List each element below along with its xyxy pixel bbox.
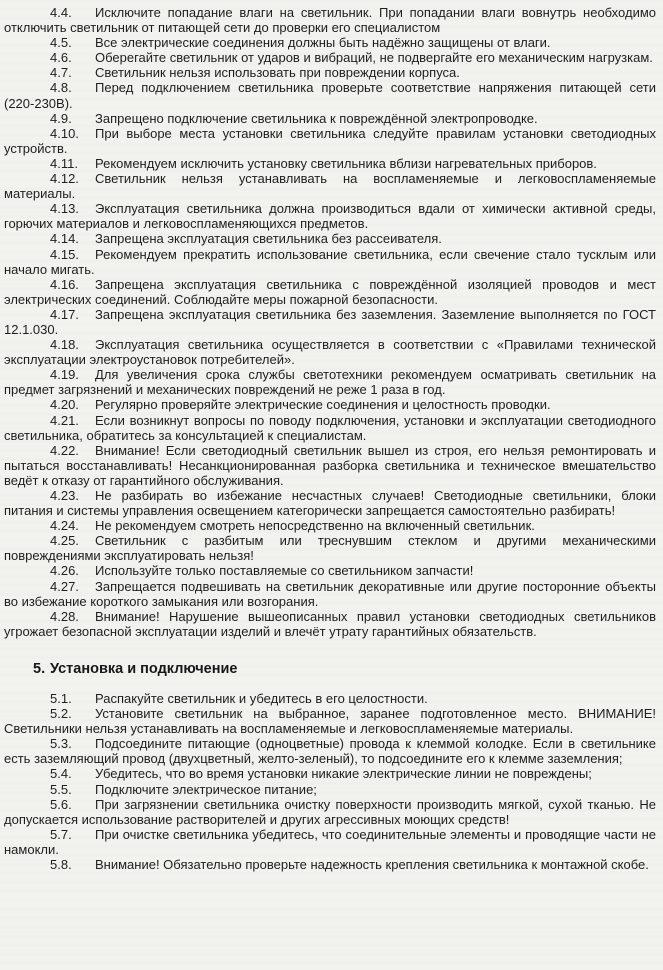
- paragraph-text: Светильник нельзя устанавливать на воспламеняемые и легковоспламеняемые материалы.: [4, 171, 656, 202]
- paragraph-number: 4.16.: [50, 276, 79, 292]
- paragraph-text: Подключите электрическое питание;: [95, 781, 317, 797]
- paragraph-text: Распакуйте светильник и убедитесь в его целостности.: [95, 690, 428, 706]
- paragraph-text: Не рекомендуем смотреть непосредственно на включенный светильник.: [95, 518, 535, 534]
- paragraph-number: 5.6.: [50, 796, 72, 812]
- paragraph-number: 4.11.: [50, 155, 78, 171]
- paragraph-number: 4.14.: [50, 231, 79, 247]
- paragraph: [4, 518, 656, 533]
- paragraph-number: 5.2.: [50, 706, 72, 722]
- paragraph-number: 4.9.: [50, 110, 72, 126]
- paragraph: [4, 50, 656, 65]
- paragraph-text: Используйте только поставляемые со светильником запчасти!: [95, 563, 474, 579]
- paragraph-number: 4.20.: [50, 397, 79, 413]
- paragraph: [4, 156, 656, 171]
- paragraph-number: 5.3.: [50, 736, 72, 752]
- paragraph-number: 4.15.: [50, 246, 79, 262]
- paragraph-text: Эксплуатация светильника должна производиться вдали от химически активной среды, горючих материалов и легковоспламеняющихся предметов.: [4, 201, 656, 232]
- paragraph-text: Рекомендуем исключить установку светильника вблизи нагревательных приборов.: [95, 155, 597, 171]
- paragraph-number: 4.28.: [50, 608, 79, 624]
- paragraph-text: Внимание! Если светодиодный светильник вышел из строя, его нельзя ремонтировать и пытаться восстанавливать! Несанкционированная разборка светильника и техническое вмешательство ведёт к отказу от гарантийного обслуживания.: [4, 442, 656, 488]
- paragraph-text: Светильник нельзя использовать при повреждении корпуса.: [95, 65, 460, 81]
- section-5-paragraphs: [4, 691, 656, 872]
- paragraph: [4, 533, 656, 563]
- paragraph: [4, 736, 656, 766]
- paragraph-text: Запрещено подключение светильника к повреждённой электропроводке.: [95, 110, 538, 126]
- paragraph: [4, 231, 656, 246]
- paragraph-number: 4.10.: [50, 125, 79, 141]
- paragraph-number: 4.19.: [50, 367, 79, 383]
- paragraph-text: Подсоедините питающие (одноцветные) провода к клеммой колодке. Если в светильнике есть заземляющий провод (двухцветный, желто-зеленый), то подсоедините его к клемме заземления;: [4, 736, 656, 767]
- paragraph: [4, 706, 656, 736]
- paragraph-text: Запрещена эксплуатация светильника без заземления. Заземление выполняется по ГОСТ 12.1.030.: [4, 306, 656, 337]
- paragraph: [4, 579, 656, 609]
- paragraph: [4, 488, 656, 518]
- paragraph-number: 4.26.: [50, 563, 79, 579]
- paragraph-number: 4.7.: [50, 65, 72, 81]
- paragraph-number: 4.27.: [50, 578, 79, 594]
- paragraph: [4, 247, 656, 277]
- paragraph: [4, 413, 656, 443]
- paragraph-number: 4.6.: [50, 50, 72, 66]
- paragraph-number: 4.8.: [50, 80, 72, 96]
- paragraph: [4, 337, 656, 367]
- paragraph-number: 4.24.: [50, 518, 79, 534]
- paragraph: [4, 766, 656, 781]
- section-5-heading: [4, 660, 656, 678]
- paragraph-number: 4.22.: [50, 442, 79, 458]
- paragraph: [4, 827, 656, 857]
- paragraph-number: 4.17.: [50, 306, 79, 322]
- paragraph-number: 4.12.: [50, 171, 79, 187]
- paragraph-number: 5.8.: [50, 856, 72, 872]
- paragraph: [4, 563, 656, 578]
- paragraph: [4, 171, 656, 201]
- paragraph-text: При выборе места установки светильника следуйте правилам установки светодиодных устройств.: [4, 125, 656, 156]
- paragraph-text: Внимание! Обязательно проверьте надежность крепления светильника к монтажной скобе.: [95, 856, 649, 872]
- paragraph: [4, 782, 656, 797]
- paragraph-text: Светильник с разбитым или треснувшим стеклом и другими механическими повреждениями эксплуатировать нельзя!: [4, 533, 656, 564]
- paragraph-text: Запрещается подвешивать на светильник декоративные или другие посторонние объекты во избежание короткого замыкания или возгорания.: [4, 578, 656, 609]
- paragraph: [4, 35, 656, 50]
- paragraph: [4, 367, 656, 397]
- paragraph-number: 5.7.: [50, 826, 72, 842]
- paragraph: [4, 857, 656, 872]
- paragraph-text: Внимание! Нарушение вышеописанных правил установки светодиодных светильников угрожает безопасной эксплуатации изделий и влечёт утрату гарантийных обязательств.: [4, 608, 656, 639]
- paragraph-text: При очистке светильника убедитесь, что соединительные элементы и проводящие части не намокли.: [4, 826, 656, 857]
- paragraph-text: При загрязнении светильника очистку поверхности производить мягкой, сухой тканью. Не допускается использование растворителей и других агрессивных моющих средств!: [4, 796, 656, 827]
- paragraph-text: Если возникнут вопросы по поводу подключения, установки и эксплуатации светодиодного светильника, обратитесь за консультацией к специалистам.: [4, 412, 656, 443]
- paragraph: [4, 126, 656, 156]
- paragraph-number: 5.5.: [50, 781, 72, 797]
- paragraph-number: 4.5.: [50, 35, 72, 51]
- paragraph: [4, 5, 656, 35]
- paragraph-text: Регулярно проверяйте электрические соединения и целостность проводки.: [95, 397, 551, 413]
- paragraph-number: 4.21.: [50, 412, 79, 428]
- paragraph-text: Установите светильник на выбранное, заранее подготовленное место. ВНИМАНИЕ! Светильники нельзя устанавливать на воспламеняемые и легковоспламеняемые материалы.: [4, 706, 656, 737]
- paragraph-number: 4.13.: [50, 201, 79, 217]
- paragraph-number: 4.23.: [50, 488, 79, 503]
- section-5-heading-number: 5.: [33, 660, 46, 677]
- paragraph-number: 4.4.: [50, 5, 72, 20]
- paragraph-number: 5.1.: [50, 690, 72, 706]
- paragraph-text: Не разбирать во избежание несчастных случаев! Светодиодные светильники, блоки питания и системы управления освещением категорически запрещается самостоятельно разбирать!: [4, 488, 656, 519]
- paragraph: [4, 397, 656, 412]
- paragraph-number: 4.18.: [50, 337, 79, 353]
- paragraph: [4, 443, 656, 488]
- paragraph: [4, 80, 656, 110]
- paragraph: [4, 797, 656, 827]
- paragraph-text: Эксплуатация светильника осуществляется в соответствии с «Правилами технической эксплуатации электроустановок потребителей».: [4, 337, 656, 368]
- paragraph-number: 4.25.: [50, 533, 79, 549]
- paragraph-text: Все электрические соединения должны быть надёжно защищены от влаги.: [95, 35, 551, 51]
- paragraph-text: Рекомендуем прекратить использование светильника, если свечение стало тусклым или начало мигать.: [4, 246, 656, 277]
- section-5-heading-title: Установка и подключение: [50, 660, 238, 677]
- paragraph-text: Убедитесь, что во время установки никакие электрические линии не повреждены;: [95, 766, 592, 782]
- paragraph-text: Запрещена эксплуатация светильника с повреждённой изоляцией проводов и мест электрических соединений. Соблюдайте меры пожарной безопасности.: [4, 276, 656, 307]
- paragraph-text: Для увеличения срока службы светотехники рекомендуем осматривать светильник на предмет загрязнений и механических повреждений не реже 1 раза в год.: [4, 367, 656, 398]
- paragraph: [4, 111, 656, 126]
- paragraph-text: Оберегайте светильник от ударов и вибраций, не подвергайте его механическим нагрузкам.: [95, 50, 653, 66]
- paragraph: [4, 201, 656, 231]
- paragraph-text: Запрещена эксплуатация светильника без рассеивателя.: [95, 231, 442, 247]
- paragraph-text: Перед подключением светильника проверьте соответствие напряжения питающей сети (220-230В).: [4, 80, 656, 111]
- paragraph: [4, 277, 656, 307]
- paragraph-number: 5.4.: [50, 766, 72, 782]
- paragraph: [4, 307, 656, 337]
- section-4-paragraphs: [4, 5, 656, 639]
- paragraph: [4, 609, 656, 639]
- paragraph-text: Исключите попадание влаги на светильник. При попадании влаги вовнутрь необходимо отключить светильник от питающей сети до проверки его специалистом: [4, 5, 656, 36]
- paragraph: [4, 65, 656, 80]
- paragraph: [4, 691, 656, 706]
